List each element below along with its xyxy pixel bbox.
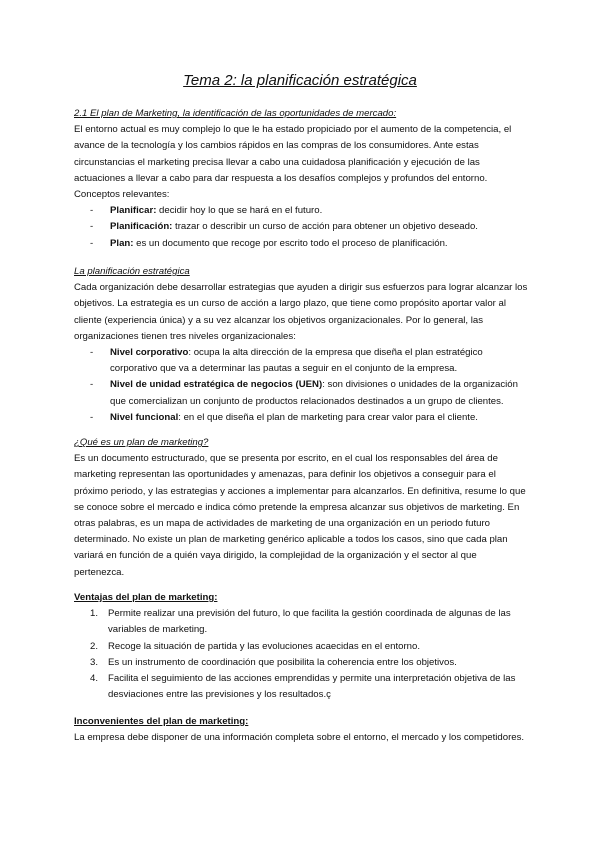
term: Nivel corporativo bbox=[110, 347, 189, 359]
section-heading: 2.1 El plan de Marketing, la identificación de las oportunidades de mercado: bbox=[74, 108, 397, 119]
list-item: - Nivel corporativo: ocupa la alta dirección de la empresa que diseña el plan estratégico corporativo que va a determinar las pautas a seguir en el conjunto de la empresa. bbox=[74, 345, 529, 377]
section-body: La empresa debe disponer de una información completa sobre el entorno, el mercado y los competidores. bbox=[74, 732, 525, 744]
term: Nivel funcional bbox=[110, 411, 179, 423]
list-item: - Nivel funcional: en el que diseña el plan de marketing para crear valor para el cliente. bbox=[74, 410, 529, 426]
list-item: 2. Recoge la situación de partida y las evoluciones acaecidas en el entorno. bbox=[90, 640, 420, 652]
list-item: 3. Es un instrumento de coordinación que posibilita la coherencia entre los objetivos. bbox=[90, 656, 457, 668]
term: Nivel de unidad estratégica de negocios (UEN) bbox=[110, 379, 323, 391]
document-title: Tema 2: la planificación estratégica bbox=[183, 72, 417, 89]
section-intro: Cada organización debe desarrollar estrategias que ayuden a dirigir sus esfuerzos para lograr alcanzar los objetivos. La estrategia es un curso de acción a largo plazo, que tiene como propósito aportar valor al cliente (experiencia única) y a su vez alcanzar los objetivos organizacionales. Por lo general, las organizaciones tienen tres niveles organizacionales: bbox=[74, 282, 528, 342]
term: Planificar: bbox=[110, 205, 157, 217]
list-item: 1. Permite realizar una previsión del futuro, lo que facilita la gestión coordinada de algunas de las variables de marketing. bbox=[90, 608, 511, 636]
list-item: - Planificar: decidir hoy lo que se hará en el futuro. bbox=[74, 203, 529, 219]
concepts-list bbox=[74, 203, 529, 252]
section-strategic-planning bbox=[74, 264, 529, 426]
section-advantages bbox=[74, 590, 529, 703]
section-heading: ¿Qué es un plan de marketing? bbox=[74, 437, 209, 448]
advantages-list bbox=[74, 606, 529, 703]
section-heading: La planificación estratégica bbox=[74, 266, 190, 277]
list-item: - Nivel de unidad estratégica de negocios (UEN): son divisiones o unidades de la organización que comercializan un conjunto de productos relacionados destinados a un grupo de clientes. bbox=[74, 377, 529, 409]
section-what-is-plan bbox=[74, 435, 529, 581]
section-disadvantages bbox=[74, 714, 529, 746]
term: Planificación: bbox=[110, 221, 173, 233]
section-body: Es un documento estructurado, que se presenta por escrito, en el cual los responsables del área de marketing representan las oportunidades y amenazas, para definir los objetivos a conseguir para el próximo periodo, y las estrategias y acciones a implementar para alcanzarlos. En definitiva, resume lo que se conoce sobre el mercado e indica cómo pretende la empresa alcanzar sus objetivos de marketing. En otras palabras, es un mapa de actividades de marketing de una organización en un periodo futuro determinado. No existe un plan de marketing genérico aplicable a todos los casos, sino que cada plan variará en función de a quién vaya dirigido, la complejidad de la organización y el sector al que pertenezca. bbox=[74, 453, 526, 578]
section-intro: El entorno actual es muy complejo lo que le ha estado propiciado por el aumento de la competencia, el avance de la tecnología y los cambios rápidos en las compras de los consumidores. Ante estas circunstancias el marketing precisa llevar a cabo una cuidadosa planificación y ejecución de las actuaciones a llevar a cabo para dar respuesta a los desafíos complejos y profundos del entorno. Conceptos relevantes: bbox=[74, 124, 512, 201]
term: Plan: bbox=[110, 237, 134, 249]
section-marketing-plan bbox=[74, 106, 529, 252]
levels-list bbox=[74, 345, 529, 426]
list-item: 4. Facilita el seguimiento de las acciones emprendidas y permite una interpretación objetiva de las desviaciones entre las previsiones y los resultados.ç bbox=[90, 673, 516, 701]
list-item: - Plan: es un documento que recoge por escrito todo el proceso de planificación. bbox=[74, 236, 529, 252]
list-item: - Planificación: trazar o describir un curso de acción para obtener un objetivo deseado. bbox=[74, 219, 529, 235]
section-heading: Ventajas del plan de marketing: bbox=[74, 592, 218, 603]
section-heading: Inconvenientes del plan de marketing: bbox=[74, 716, 249, 727]
